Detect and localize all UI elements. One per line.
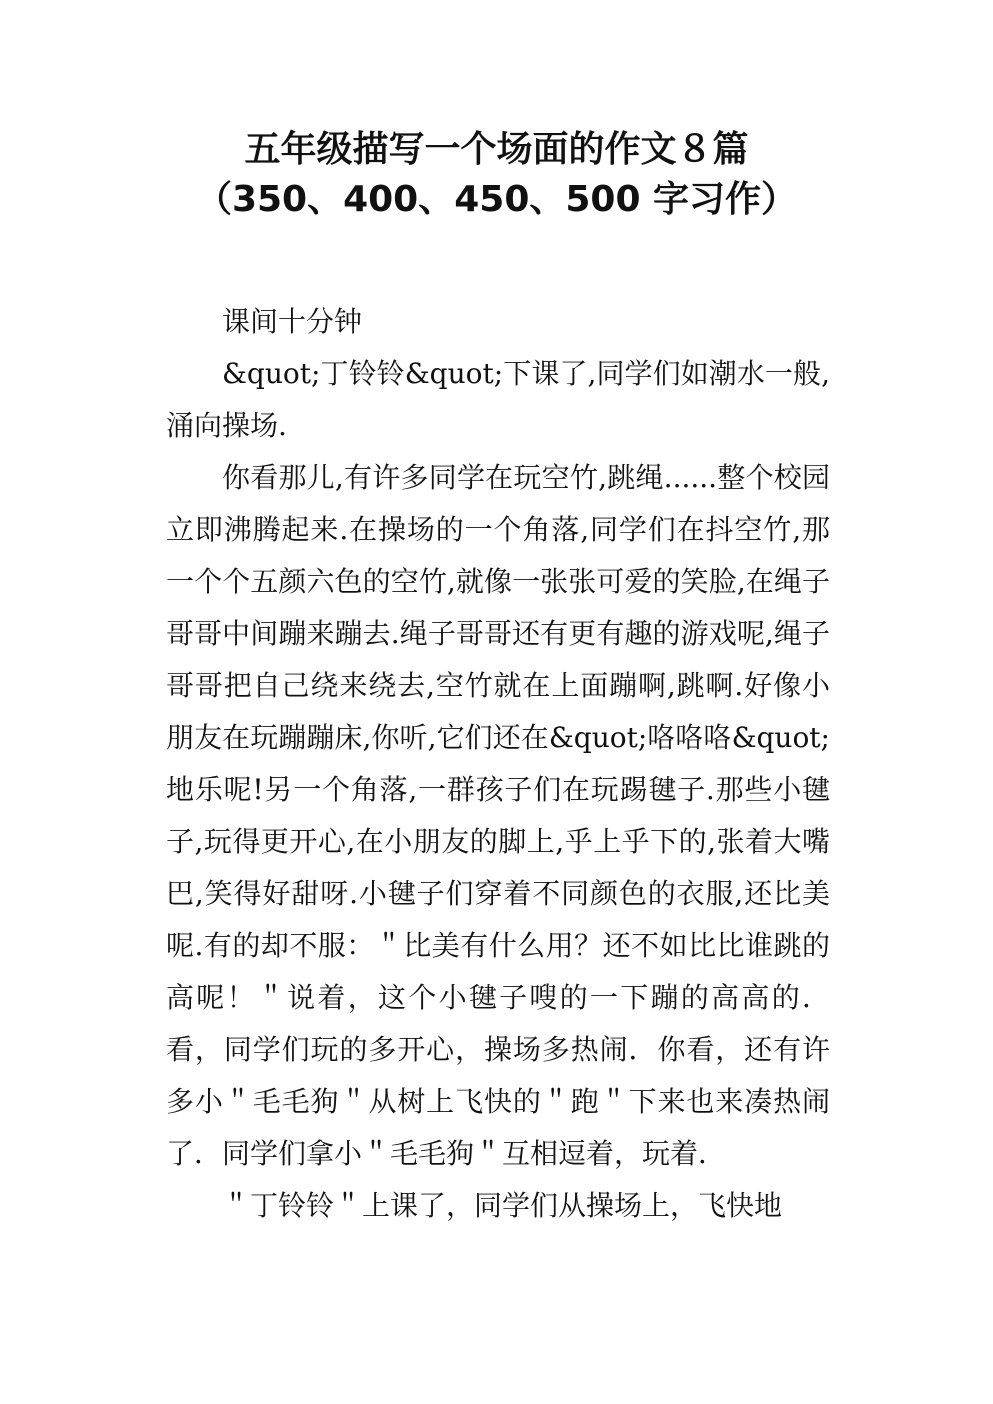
paragraph-2: 你看那儿,有许多同学在玩空竹,跳绳......整个校园立即沸腾起来.在操场的一个角落,同学们在抖空竹,那一个个五颜六色的空竹,就像一张张可爱的笑脸,在绳子哥哥中间蹦来蹦去.绳子哥哥还有更有趣的游戏呢,绳子哥哥把自己绕来绕去,空竹就在上面蹦啊,跳啊.好像小朋友在玩蹦蹦床,你听,它们还在&quot;咯咯咯&quot;地乐呢!另一个角落,一群孩子们在玩踢毽子.那些小毽子,玩得更开心,在小朋友的脚上,乎上乎下的,张着大嘴巴,笑得好甜呀.小毽子们穿着不同颜色的衣服,还比美呢.有的却不服：＂比美有什么用？还不如比比谁跳的高呢！＂说着，这个小毽子嗖的一下蹦的高高的．看，同学们玩的多开心，操场多热闹．你看，还有许多小＂毛毛狗＂从树上飞快的＂跑＂下来也来凑热闹了．同学们拿小＂毛毛狗＂互相逗着，玩着． <box>166 461 830 1170</box>
document-body <box>166 296 830 1232</box>
document-title-line-2: （350、400、450、500 字习作） <box>195 179 798 220</box>
document-title-line-1: 五年级描写一个场面的作文８篇 <box>244 129 749 170</box>
paragraph-subtitle: 课间十分钟 <box>222 305 363 338</box>
paragraph-3: ＂丁铃铃＂上课了，同学们从操场上，飞快地 <box>222 1189 783 1222</box>
paragraph-1: &quot;丁铃铃&quot;下课了,同学们如潮水一般,涌向操场. <box>166 357 830 442</box>
